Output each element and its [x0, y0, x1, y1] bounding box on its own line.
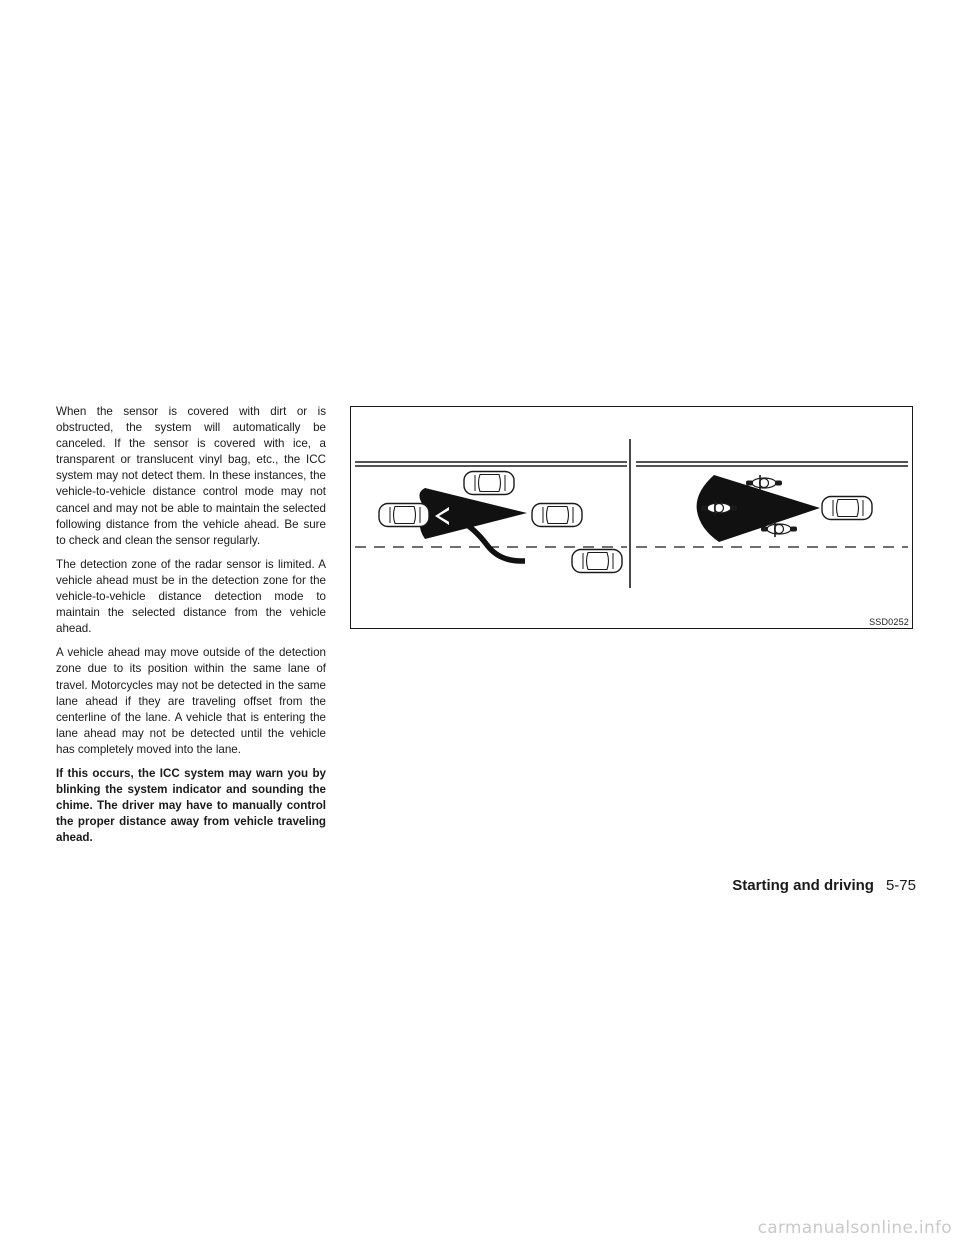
car-icon [464, 472, 514, 495]
section-title: Starting and driving [732, 877, 874, 894]
car-icon [379, 504, 429, 527]
paragraph-vehicle-outside-zone: A vehicle ahead may move outside of the detection zone due to its position within the same lane of travel. Motorcycles may not be detected in the same lane ahead if they are traveling offset from the centerline of the lane. A vehicle that is entering the lane ahead may not be detected until the vehicle has completely moved into the lane. [56, 646, 326, 756]
right-panel-scene [636, 462, 908, 547]
watermark: carmanualsonline.info [757, 1218, 952, 1238]
detection-zone-figure [350, 406, 913, 629]
car-icon [532, 504, 582, 527]
paragraph-detection-zone: The detection zone of the radar sensor is limited. A vehicle ahead must be in the detection zone for the vehicle-to-vehicle distance detection mode to maintain the selected distance from the vehicle ahead. [56, 557, 326, 636]
figure-code: SSD0252 [869, 617, 909, 627]
page-footer [732, 877, 916, 894]
car-icon [572, 550, 622, 573]
car-icon [822, 497, 872, 520]
paragraph-warning: If this occurs, the ICC system may warn you by blinking the system indicator and sounding the chime. The driver may have to manually control the proper distance away from vehicle traveling ahead. [56, 766, 326, 845]
left-panel-scene [355, 462, 627, 573]
page-number: 5-75 [885, 877, 916, 894]
body-text-column [56, 404, 326, 854]
detection-zone-illustration [351, 407, 912, 628]
paragraph-sensor-obstructed: When the sensor is covered with dirt or is obstructed, the system will automatically be canceled. If the sensor is covered with ice, a transparent or translucent vinyl bag, etc., the ICC system may not detect them. In these instances, the vehicle-to-vehicle distance control mode may not cancel and may not be able to maintain the selected following distance from the vehicle ahead. Be sure to check and clean the sensor regularly. [56, 405, 326, 547]
